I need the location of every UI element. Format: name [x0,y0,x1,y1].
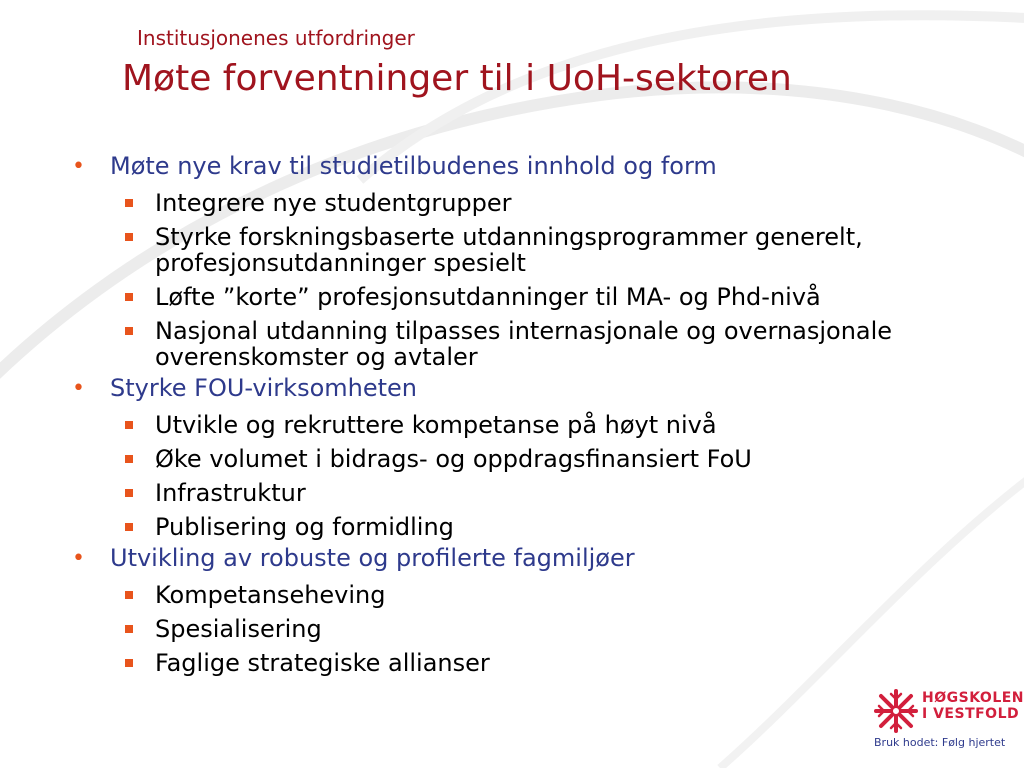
square-bullet-icon [125,327,133,335]
bullet-content [0,148,1024,676]
list-item-text: Publisering og formidling [155,513,454,541]
square-bullet-icon [125,523,133,531]
section-heading [0,373,1024,404]
list-item-text: Løfte ”korte” profesjonsutdanninger til MA- og Phd-nivå [155,283,821,311]
institution-logo [870,688,1024,758]
square-bullet-icon [125,659,133,667]
section-heading [0,543,1024,574]
slide-subtitle: Institusjonenes utfordringer [137,26,415,50]
slide-title: Møte forventninger til i UoH-sektoren [122,58,792,99]
list-item-text: Styrke forskningsbaserte utdanningsprogrammer generelt, profesjonsutdanninger spesielt [155,223,863,277]
logo-line-2: I VESTFOLD [922,706,1020,722]
logo-line-1: HØGSKOLEN [922,690,1024,706]
list-item-text: Faglige strategiske allianser [155,649,490,677]
list-item [0,224,1024,276]
list-item [0,650,1024,676]
bullet-dot-icon: • [72,546,85,571]
square-bullet-icon [125,293,133,301]
list-item-text: Utvikle og rekruttere kompetanse på høyt nivå [155,411,717,439]
list-item-text: Nasjonal utdanning tilpasses internasjonale og overnasjonale overenskomster og avtaler [155,317,893,371]
logo-wordmark [922,690,1024,722]
square-bullet-icon [125,455,133,463]
list-item-text: Kompetanseheving [155,581,386,609]
bullet-dot-icon: • [72,376,85,401]
list-item [0,284,1024,310]
square-bullet-icon [125,591,133,599]
list-item-text: Øke volumet i bidrags- og oppdragsfinansiert FoU [155,445,752,473]
square-bullet-icon [125,489,133,497]
snowflake-heart-logo-icon [873,688,919,734]
list-item [0,412,1024,438]
list-item [0,446,1024,472]
list-item-text: Spesialisering [155,615,322,643]
list-item [0,582,1024,608]
square-bullet-icon [125,233,133,241]
square-bullet-icon [125,199,133,207]
square-bullet-icon [125,625,133,633]
bullet-dot-icon: • [72,154,85,179]
list-item-text: Infrastruktur [155,479,306,507]
logo-tagline: Bruk hodet: Følg hjertet [874,736,1006,749]
section-heading-text: Styrke FOU-virksomheten [110,374,417,402]
list-item [0,318,1024,370]
section-heading-text: Utvikling av robuste og profilerte fagmiljøer [110,544,635,572]
list-item [0,480,1024,506]
section-heading [0,151,1024,182]
section-heading-text: Møte nye krav til studietilbudenes innhold og form [110,152,717,180]
list-item [0,514,1024,540]
square-bullet-icon [125,421,133,429]
list-item [0,616,1024,642]
list-item [0,190,1024,216]
list-item-text: Integrere nye studentgrupper [155,189,512,217]
